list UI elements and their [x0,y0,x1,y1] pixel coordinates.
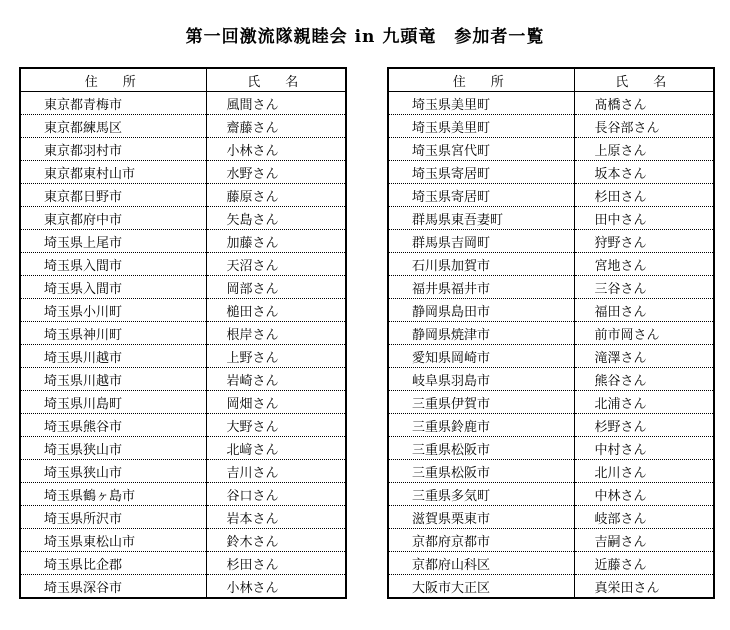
name-cell: 坂本さん [574,161,714,184]
table-row [20,437,346,460]
table-row [388,276,714,299]
name-cell: 滝澤さん [574,345,714,368]
table-row [20,161,346,184]
table-row [20,230,346,253]
name-cell: 狩野さん [574,230,714,253]
address-cell: 東京都日野市 [20,184,206,207]
name-cell: 岡畑さん [206,391,346,414]
name-cell: 岐部さん [574,506,714,529]
table-row [20,414,346,437]
name-cell: 杉田さん [206,552,346,575]
page-title: 第一回激流隊親睦会 in 九頭竜 参加者一覧 [185,27,545,47]
address-cell: 大阪市大正区 [388,575,574,599]
address-cell: 埼玉県入間市 [20,276,206,299]
address-cell: 群馬県東吾妻町 [388,207,574,230]
table-row [388,115,714,138]
participants-table-left [19,67,347,599]
address-cell: 埼玉県上尾市 [20,230,206,253]
table-row [20,345,346,368]
address-cell: 京都府山科区 [388,552,574,575]
table-row [20,460,346,483]
name-cell: 根岸さん [206,322,346,345]
address-cell: 石川県加賀市 [388,253,574,276]
address-cell: 埼玉県小川町 [20,299,206,322]
table-row [388,253,714,276]
address-cell: 東京都羽村市 [20,138,206,161]
table-row [388,92,714,115]
name-cell: 小林さん [206,575,346,599]
table-row [388,230,714,253]
header-row [20,68,346,92]
address-cell: 埼玉県入間市 [20,253,206,276]
address-cell: 東京都東村山市 [20,161,206,184]
address-cell: 埼玉県東松山市 [20,529,206,552]
address-cell: 埼玉県熊谷市 [20,414,206,437]
address-cell: 三重県松阪市 [388,437,574,460]
name-cell: 田中さん [574,207,714,230]
address-cell: 福井県福井市 [388,276,574,299]
address-header: 住 所 [20,68,206,92]
address-cell: 埼玉県宮代町 [388,138,574,161]
table-row [388,138,714,161]
table-row [20,575,346,599]
table-row [20,483,346,506]
table-row [20,276,346,299]
name-cell: 槌田さん [206,299,346,322]
name-cell: 加藤さん [206,230,346,253]
name-cell: 北浦さん [574,391,714,414]
address-cell: 埼玉県所沢市 [20,506,206,529]
address-cell: 埼玉県美里町 [388,92,574,115]
table-row [388,575,714,599]
name-cell: 小林さん [206,138,346,161]
name-cell: 谷口さん [206,483,346,506]
table-row [20,529,346,552]
address-cell: 東京都府中市 [20,207,206,230]
address-cell: 埼玉県神川町 [20,322,206,345]
table-row [20,391,346,414]
address-cell: 埼玉県川越市 [20,368,206,391]
table-row [388,460,714,483]
table-row [388,345,714,368]
table-row [20,138,346,161]
name-cell: 水野さん [206,161,346,184]
address-cell: 埼玉県狭山市 [20,437,206,460]
address-cell: 滋賀県栗東市 [388,506,574,529]
address-cell: 埼玉県寄居町 [388,184,574,207]
name-cell: 前市岡さん [574,322,714,345]
name-cell: 齋藤さん [206,115,346,138]
name-cell: 上野さん [206,345,346,368]
name-cell: 鈴木さん [206,529,346,552]
table-row [388,161,714,184]
name-cell: 杉田さん [574,184,714,207]
name-cell: 天沼さん [206,253,346,276]
name-cell: 吉川さん [206,460,346,483]
address-cell: 埼玉県深谷市 [20,575,206,599]
address-cell: 群馬県吉岡町 [388,230,574,253]
table-row [388,368,714,391]
table-row [20,322,346,345]
table-row [388,529,714,552]
address-cell: 埼玉県寄居町 [388,161,574,184]
table-row [388,322,714,345]
name-cell: 長谷部さん [574,115,714,138]
name-cell: 上原さん [574,138,714,161]
table-row [20,92,346,115]
address-cell: 三重県松阪市 [388,460,574,483]
name-cell: 三谷さん [574,276,714,299]
address-cell: 埼玉県川越市 [20,345,206,368]
address-cell: 岐阜県羽島市 [388,368,574,391]
table-row [388,299,714,322]
name-cell: 福田さん [574,299,714,322]
participants-table-left-body [20,92,346,599]
name-cell: 北川さん [574,460,714,483]
name-cell: 杉野さん [574,414,714,437]
name-cell: 吉嗣さん [574,529,714,552]
table-row [388,391,714,414]
table-row [20,207,346,230]
table-row [388,207,714,230]
address-cell: 埼玉県狭山市 [20,460,206,483]
name-cell: 矢島さん [206,207,346,230]
table-row [20,253,346,276]
address-cell: 三重県多気町 [388,483,574,506]
address-cell: 静岡県焼津市 [388,322,574,345]
table-row [388,437,714,460]
name-cell: 岩本さん [206,506,346,529]
table-row [388,552,714,575]
name-cell: 宮地さん [574,253,714,276]
table-row [20,115,346,138]
address-cell: 東京都青梅市 [20,92,206,115]
participants-table-right [387,67,715,599]
address-cell: 京都府京都市 [388,529,574,552]
name-header: 氏 名 [574,68,714,92]
name-cell: 熊谷さん [574,368,714,391]
table-row [20,299,346,322]
address-header: 住 所 [388,68,574,92]
name-header: 氏 名 [206,68,346,92]
address-cell: 東京都練馬区 [20,115,206,138]
address-cell: 愛知県岡崎市 [388,345,574,368]
table-row [20,368,346,391]
name-cell: 風間さん [206,92,346,115]
address-cell: 埼玉県鶴ヶ島市 [20,483,206,506]
table-row [20,184,346,207]
name-cell: 藤原さん [206,184,346,207]
address-cell: 埼玉県美里町 [388,115,574,138]
address-cell: 三重県伊賀市 [388,391,574,414]
name-cell: 岩崎さん [206,368,346,391]
participants-table-right-body [388,92,714,599]
name-cell: 近藤さん [574,552,714,575]
table-row [20,506,346,529]
name-cell: 真栄田さん [574,575,714,599]
table-row [388,506,714,529]
table-row [388,483,714,506]
name-cell: 髙橋さん [574,92,714,115]
table-row [20,552,346,575]
name-cell: 中林さん [574,483,714,506]
name-cell: 北﨑さん [206,437,346,460]
name-cell: 岡部さん [206,276,346,299]
address-cell: 埼玉県比企郡 [20,552,206,575]
address-cell: 三重県鈴鹿市 [388,414,574,437]
name-cell: 中村さん [574,437,714,460]
table-row [388,184,714,207]
address-cell: 埼玉県川島町 [20,391,206,414]
name-cell: 大野さん [206,414,346,437]
table-row [388,414,714,437]
header-row [388,68,714,92]
address-cell: 静岡県島田市 [388,299,574,322]
